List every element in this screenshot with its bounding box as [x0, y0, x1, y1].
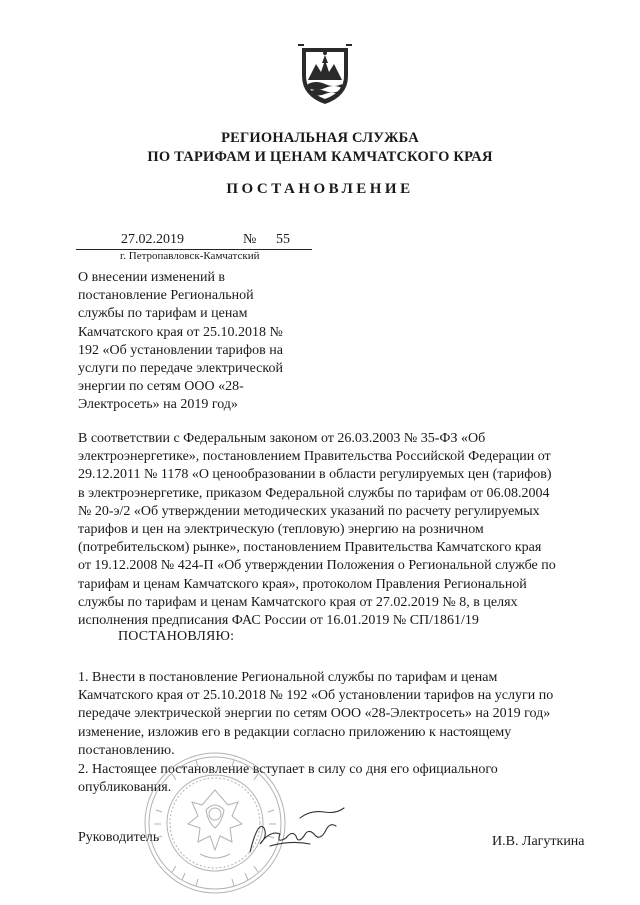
agency-name-line2: ПО ТАРИФАМ И ЦЕНАМ КАМЧАТСКОГО КРАЯ: [147, 149, 493, 165]
document-number-label: №: [243, 232, 257, 247]
document-type-title: ПОСТАНОВЛЕНИЕ: [226, 181, 414, 197]
document-date: 27.02.2019: [121, 232, 184, 247]
resolution-item-2: 2. Настоящее постановление вступает в силу со дня его официального опубликования.: [78, 762, 498, 796]
signatory-name: И.В. Лагуткина: [492, 834, 585, 849]
document-subject: О внесении изменений в постановление Региональной службы по тарифам и ценам Камчатского края от 25.10.2018 № 192 «Об установлении тарифов на услуги по передаче электрической энергии по сетям ООО «28- Электросеть» на 2019 год»: [78, 270, 283, 413]
document-city: г. Петропавловск-Камчатский: [120, 250, 260, 262]
agency-name-line1: РЕГИОНАЛЬНАЯ СЛУЖБА: [221, 130, 419, 146]
resolution-item-1: 1. Внести в постановление Региональной службы по тарифам и ценам Камчатского края от 25.10.2018 № 192 «Об установлении тарифов на услуги по передаче электрической энергии по сетям ООО «28-Электросеть» на 2019 год» изменение, изложив его в редакции согласно приложению к настоящему постановлению.: [78, 670, 554, 758]
resolve-heading: ПОСТАНОВЛЯЮ:: [118, 629, 235, 644]
preamble-paragraph: В соответствии с Федеральным законом от 26.03.2003 № 35-ФЗ «Об электроэнергетике», постановлением Правительства Российской Федерации от 29.12.2011 № 1178 «О ценообразовании в области регулируемых цен (тарифов) в электроэнергетике, приказом Федеральной службы по тарифам от 06.08.2004 № 20-э/2 «Об утверждении методических указаний по расчету регулируемых тарифов и цен на электрическую (тепловую) энергию на розничном (потребительском) рынке», постановлением Правительства Камчатского края от 19.12.2008 № 424-П «Об утверждении Положения о Региональной службе по тарифам и ценам Камчатского края», протоколом Правления Региональной службы по тарифам и ценам Камчатского края от 27.02.2019 № 8, в целях исполнения предписания ФАС России от 16.01.2019 № СП/1861/19: [78, 431, 556, 629]
signatory-title: Руководитель: [78, 830, 160, 845]
handwritten-signature: [240, 800, 360, 860]
coat-of-arms-emblem: [296, 42, 354, 106]
document-number: 55: [276, 232, 290, 247]
